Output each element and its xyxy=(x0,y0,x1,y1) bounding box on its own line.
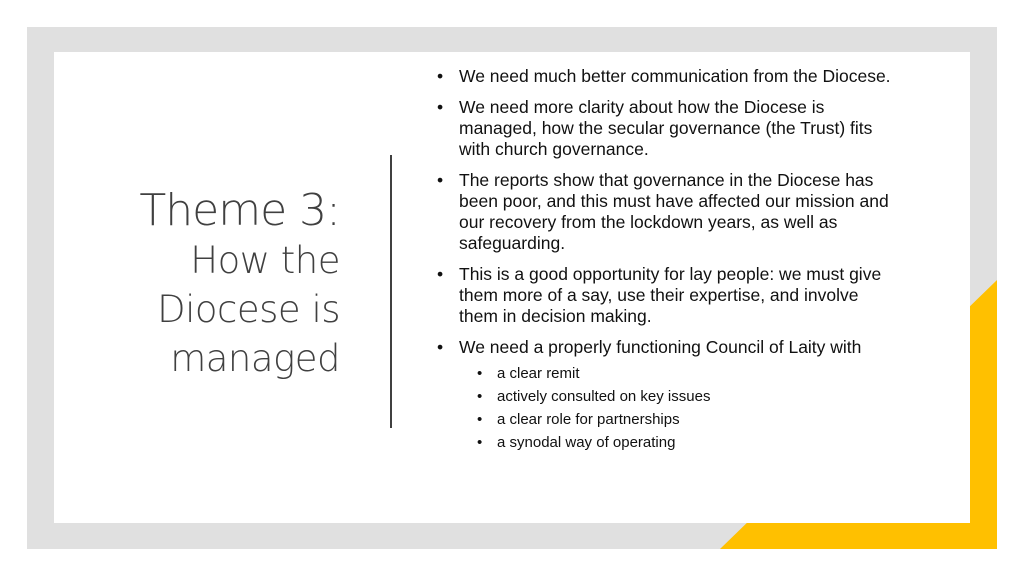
slide-subtitle-line: managed xyxy=(170,337,340,380)
bullet-item: • This is a good opportunity for lay people: we must give them more of a say, use their expertise, and involve them in decision making. xyxy=(437,264,892,327)
sub-bullet-list xyxy=(477,362,892,454)
bullet-item: • We need much better communication from the Diocese. xyxy=(437,66,892,87)
slide-title: Theme 3: xyxy=(139,185,340,236)
slide-subtitle-line: How the xyxy=(190,239,340,282)
bullet-item-text: We need a properly functioning Council of Laity with xyxy=(459,337,862,357)
sub-bullet-item: • a clear remit xyxy=(477,362,892,385)
bullet-item-with-sublist xyxy=(437,337,892,454)
sub-bullet-item: • a synodal way of operating xyxy=(477,431,892,454)
bullet-item: • We need more clarity about how the Diocese is managed, how the secular governance (the Trust) fits with church governance. xyxy=(437,97,892,160)
sub-bullet-item: • actively consulted on key issues xyxy=(477,385,892,408)
sub-bullet-item: • a clear role for partnerships xyxy=(477,408,892,431)
slide-title-block xyxy=(100,186,340,383)
bullet-list xyxy=(437,66,892,464)
slide-subtitle-line: Diocese is xyxy=(157,288,340,331)
vertical-divider xyxy=(390,155,392,428)
bullet-item: • The reports show that governance in the Diocese has been poor, and this must have affected our mission and our recovery from the lockdown years, as well as safeguarding. xyxy=(437,170,892,254)
